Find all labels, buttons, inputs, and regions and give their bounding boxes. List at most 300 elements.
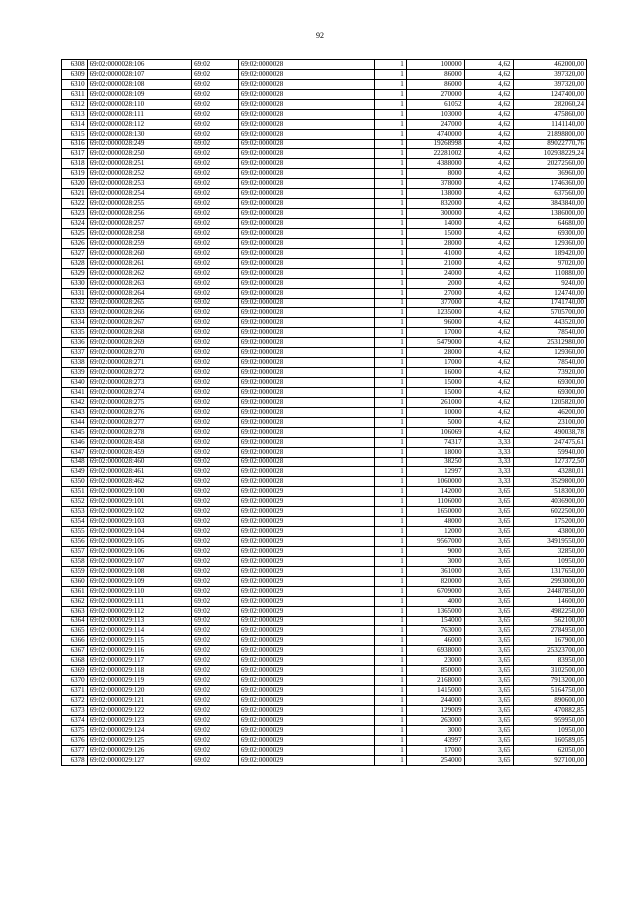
cadastral-value-cell: 397320,00 (513, 79, 586, 89)
count-cell: 1 (374, 686, 406, 696)
area-cell: 19268998 (406, 139, 464, 149)
table-row (62, 586, 587, 596)
district-code-cell: 69:02 (192, 487, 239, 497)
cadastral-number-cell: 69:02:0000029:122 (87, 705, 192, 715)
rate-cell: 3,33 (464, 447, 513, 457)
district-code-cell: 69:02 (192, 606, 239, 616)
cadastral-quarter-cell: 69:02:0000029 (238, 696, 374, 706)
area-cell: 48000 (406, 517, 464, 527)
cadastral-number-cell: 69:02:0000029:104 (87, 527, 192, 537)
table-row (62, 696, 587, 706)
cadastral-quarter-cell: 69:02:0000029 (238, 566, 374, 576)
table-row (62, 69, 587, 79)
cadastral-value-cell: 1141140,00 (513, 119, 586, 129)
cadastral-value-cell: 59940,00 (513, 447, 586, 457)
table-row (62, 745, 587, 755)
rate-cell: 4,62 (464, 60, 513, 70)
row-number-cell: 6350 (62, 477, 88, 487)
cadastral-value-cell: 64680,00 (513, 219, 586, 229)
table-row (62, 308, 587, 318)
cadastral-quarter-cell: 69:02:0000029 (238, 487, 374, 497)
rate-cell: 4,62 (464, 318, 513, 328)
rate-cell: 4,62 (464, 378, 513, 388)
count-cell: 1 (374, 477, 406, 487)
district-code-cell: 69:02 (192, 666, 239, 676)
cadastral-quarter-cell: 69:02:0000028 (238, 199, 374, 209)
cadastral-number-cell: 69:02:0000029:127 (87, 755, 192, 765)
cadastral-value-cell: 2784950,00 (513, 626, 586, 636)
rate-cell: 4,62 (464, 407, 513, 417)
cadastral-number-cell: 69:02:0000028:277 (87, 417, 192, 427)
area-cell: 300000 (406, 209, 464, 219)
area-cell: 46000 (406, 636, 464, 646)
cadastral-value-cell: 25323700,00 (513, 646, 586, 656)
count-cell: 1 (374, 99, 406, 109)
district-code-cell: 69:02 (192, 238, 239, 248)
count-cell: 1 (374, 576, 406, 586)
district-code-cell: 69:02 (192, 119, 239, 129)
district-code-cell: 69:02 (192, 397, 239, 407)
cadastral-value-cell: 69300,00 (513, 378, 586, 388)
cadastral-value-cell: 10950,00 (513, 725, 586, 735)
rate-cell: 4,62 (464, 238, 513, 248)
area-cell: 38250 (406, 457, 464, 467)
rate-cell: 4,62 (464, 328, 513, 338)
row-number-cell: 6378 (62, 755, 88, 765)
cadastral-number-cell: 69:02:0000029:115 (87, 636, 192, 646)
cadastral-value-cell: 475860,00 (513, 109, 586, 119)
cadastral-value-cell: 25312980,00 (513, 338, 586, 348)
table-row (62, 457, 587, 467)
table-row (62, 407, 587, 417)
count-cell: 1 (374, 586, 406, 596)
cadastral-number-cell: 69:02:0000028:276 (87, 407, 192, 417)
rate-cell: 3,65 (464, 646, 513, 656)
cadastral-number-cell: 69:02:0000029:116 (87, 646, 192, 656)
area-cell: 244000 (406, 696, 464, 706)
row-number-cell: 6308 (62, 60, 88, 70)
cadastral-value-cell: 36960,00 (513, 169, 586, 179)
cadastral-value-cell: 9240,00 (513, 278, 586, 288)
rate-cell: 4,62 (464, 258, 513, 268)
cadastral-number-cell: 69:02:0000028:278 (87, 427, 192, 437)
cadastral-value-cell: 69300,00 (513, 387, 586, 397)
cadastral-quarter-cell: 69:02:0000028 (238, 387, 374, 397)
table-row (62, 636, 587, 646)
table-row (62, 338, 587, 348)
row-number-cell: 6317 (62, 149, 88, 159)
rate-cell: 4,62 (464, 338, 513, 348)
district-code-cell: 69:02 (192, 566, 239, 576)
cadastral-value-cell: 97020,00 (513, 258, 586, 268)
cadastral-quarter-cell: 69:02:0000028 (238, 149, 374, 159)
row-number-cell: 6322 (62, 199, 88, 209)
area-cell: 1106000 (406, 497, 464, 507)
rate-cell: 4,62 (464, 99, 513, 109)
table-row (62, 228, 587, 238)
cadastral-number-cell: 69:02:0000028:130 (87, 129, 192, 139)
row-number-cell: 6312 (62, 99, 88, 109)
cadastral-number-cell: 69:02:0000028:106 (87, 60, 192, 70)
cadastral-number-cell: 69:02:0000029:100 (87, 487, 192, 497)
rate-cell: 3,65 (464, 686, 513, 696)
area-cell: 270000 (406, 89, 464, 99)
area-cell: 1365000 (406, 606, 464, 616)
area-cell: 154000 (406, 616, 464, 626)
table-row (62, 248, 587, 258)
area-cell: 74317 (406, 437, 464, 447)
cadastral-value-cell: 3102500,00 (513, 666, 586, 676)
cadastral-value-cell: 24487850,00 (513, 586, 586, 596)
district-code-cell: 69:02 (192, 69, 239, 79)
area-cell: 142000 (406, 487, 464, 497)
cadastral-value-cell: 3529800,00 (513, 477, 586, 487)
table-row (62, 606, 587, 616)
table-row (62, 666, 587, 676)
cadastral-quarter-cell: 69:02:0000029 (238, 735, 374, 745)
cadastral-value-cell: 10950,00 (513, 556, 586, 566)
row-number-cell: 6321 (62, 189, 88, 199)
cadastral-number-cell: 69:02:0000028:112 (87, 119, 192, 129)
row-number-cell: 6367 (62, 646, 88, 656)
area-cell: 15000 (406, 228, 464, 238)
cadastral-quarter-cell: 69:02:0000028 (238, 268, 374, 278)
district-code-cell: 69:02 (192, 387, 239, 397)
count-cell: 1 (374, 676, 406, 686)
cadastral-quarter-cell: 69:02:0000029 (238, 715, 374, 725)
table-row (62, 179, 587, 189)
area-cell: 4000 (406, 596, 464, 606)
row-number-cell: 6316 (62, 139, 88, 149)
table-row (62, 596, 587, 606)
cadastral-number-cell: 69:02:0000029:108 (87, 566, 192, 576)
row-number-cell: 6354 (62, 517, 88, 527)
row-number-cell: 6333 (62, 308, 88, 318)
district-code-cell: 69:02 (192, 457, 239, 467)
table-row (62, 149, 587, 159)
cadastral-number-cell: 69:02:0000028:262 (87, 268, 192, 278)
rate-cell: 4,62 (464, 298, 513, 308)
area-cell: 5000 (406, 417, 464, 427)
cadastral-quarter-cell: 69:02:0000028 (238, 119, 374, 129)
cadastral-quarter-cell: 69:02:0000029 (238, 676, 374, 686)
cadastral-number-cell: 69:02:0000029:119 (87, 676, 192, 686)
row-number-cell: 6323 (62, 209, 88, 219)
district-code-cell: 69:02 (192, 219, 239, 229)
cadastral-quarter-cell: 69:02:0000028 (238, 338, 374, 348)
count-cell: 1 (374, 238, 406, 248)
rate-cell: 4,62 (464, 119, 513, 129)
cadastral-value-cell: 167900,00 (513, 636, 586, 646)
area-cell: 4740000 (406, 129, 464, 139)
row-number-cell: 6315 (62, 129, 88, 139)
cadastral-number-cell: 69:02:0000028:460 (87, 457, 192, 467)
cadastral-value-cell: 5164750,00 (513, 686, 586, 696)
row-number-cell: 6364 (62, 616, 88, 626)
district-code-cell: 69:02 (192, 546, 239, 556)
area-cell: 17000 (406, 745, 464, 755)
area-cell: 23000 (406, 656, 464, 666)
cadastral-value-cell: 62050,00 (513, 745, 586, 755)
district-code-cell: 69:02 (192, 288, 239, 298)
table-row (62, 189, 587, 199)
rate-cell: 3,65 (464, 616, 513, 626)
cadastral-quarter-cell: 69:02:0000029 (238, 546, 374, 556)
cadastral-value-cell: 46200,00 (513, 407, 586, 417)
cadastral-number-cell: 69:02:0000029:106 (87, 546, 192, 556)
row-number-cell: 6340 (62, 378, 88, 388)
cadastral-quarter-cell: 69:02:0000029 (238, 755, 374, 765)
rate-cell: 3,65 (464, 586, 513, 596)
cadastral-value-cell: 518300,00 (513, 487, 586, 497)
count-cell: 1 (374, 457, 406, 467)
row-number-cell: 6313 (62, 109, 88, 119)
cadastral-quarter-cell: 69:02:0000028 (238, 318, 374, 328)
cadastral-value-cell: 462000,00 (513, 60, 586, 70)
district-code-cell: 69:02 (192, 179, 239, 189)
row-number-cell: 6311 (62, 89, 88, 99)
row-number-cell: 6374 (62, 715, 88, 725)
cadastral-quarter-cell: 69:02:0000029 (238, 517, 374, 527)
district-code-cell: 69:02 (192, 149, 239, 159)
row-number-cell: 6342 (62, 397, 88, 407)
cadastral-number-cell: 69:02:0000029:103 (87, 517, 192, 527)
cadastral-quarter-cell: 69:02:0000029 (238, 745, 374, 755)
cadastral-number-cell: 69:02:0000029:113 (87, 616, 192, 626)
district-code-cell: 69:02 (192, 586, 239, 596)
count-cell: 1 (374, 268, 406, 278)
cadastral-value-cell: 23100,00 (513, 417, 586, 427)
cadastral-quarter-cell: 69:02:0000029 (238, 507, 374, 517)
area-cell: 261000 (406, 397, 464, 407)
cadastral-quarter-cell: 69:02:0000028 (238, 109, 374, 119)
count-cell: 1 (374, 497, 406, 507)
rate-cell: 3,65 (464, 507, 513, 517)
table-row (62, 368, 587, 378)
rate-cell: 3,65 (464, 487, 513, 497)
cadastral-quarter-cell: 69:02:0000028 (238, 308, 374, 318)
cadastral-number-cell: 69:02:0000028:110 (87, 99, 192, 109)
table-row (62, 159, 587, 169)
table-row (62, 298, 587, 308)
table-row (62, 238, 587, 248)
table-row (62, 437, 587, 447)
area-cell: 14000 (406, 219, 464, 229)
count-cell: 1 (374, 715, 406, 725)
table-row (62, 487, 587, 497)
rate-cell: 4,62 (464, 358, 513, 368)
cadastral-number-cell: 69:02:0000028:256 (87, 209, 192, 219)
count-cell: 1 (374, 606, 406, 616)
cadastral-value-cell: 1741740,00 (513, 298, 586, 308)
row-number-cell: 6339 (62, 368, 88, 378)
page-number: 92 (316, 31, 324, 40)
cadastral-quarter-cell: 69:02:0000028 (238, 69, 374, 79)
count-cell: 1 (374, 596, 406, 606)
rate-cell: 4,62 (464, 209, 513, 219)
row-number-cell: 6369 (62, 666, 88, 676)
table-row (62, 755, 587, 765)
count-cell: 1 (374, 636, 406, 646)
table-row (62, 507, 587, 517)
count-cell: 1 (374, 417, 406, 427)
cadastral-number-cell: 69:02:0000029:114 (87, 626, 192, 636)
table-row (62, 387, 587, 397)
register-table-body (62, 60, 587, 766)
district-code-cell: 69:02 (192, 556, 239, 566)
cadastral-value-cell: 43800,00 (513, 527, 586, 537)
cadastral-number-cell: 69:02:0000029:110 (87, 586, 192, 596)
cadastral-number-cell: 69:02:0000028:107 (87, 69, 192, 79)
cadastral-value-cell: 282060,24 (513, 99, 586, 109)
rate-cell: 4,62 (464, 268, 513, 278)
cadastral-value-cell: 83950,00 (513, 656, 586, 666)
rate-cell: 3,65 (464, 497, 513, 507)
count-cell: 1 (374, 527, 406, 537)
count-cell: 1 (374, 537, 406, 547)
cadastral-quarter-cell: 69:02:0000029 (238, 666, 374, 676)
cadastral-quarter-cell: 69:02:0000028 (238, 457, 374, 467)
cadastral-number-cell: 69:02:0000029:121 (87, 696, 192, 706)
row-number-cell: 6362 (62, 596, 88, 606)
cadastral-value-cell: 78540,00 (513, 358, 586, 368)
count-cell: 1 (374, 447, 406, 457)
cadastral-number-cell: 69:02:0000028:266 (87, 308, 192, 318)
cadastral-value-cell: 189420,00 (513, 248, 586, 258)
district-code-cell: 69:02 (192, 467, 239, 477)
count-cell: 1 (374, 626, 406, 636)
cadastral-value-cell: 637560,00 (513, 189, 586, 199)
row-number-cell: 6325 (62, 228, 88, 238)
area-cell: 17000 (406, 358, 464, 368)
area-cell: 361000 (406, 566, 464, 576)
cadastral-number-cell: 69:02:0000029:111 (87, 596, 192, 606)
row-number-cell: 6376 (62, 735, 88, 745)
area-cell: 247000 (406, 119, 464, 129)
cadastral-value-cell: 959950,00 (513, 715, 586, 725)
row-number-cell: 6343 (62, 407, 88, 417)
row-number-cell: 6320 (62, 179, 88, 189)
row-number-cell: 6355 (62, 527, 88, 537)
area-cell: 377000 (406, 298, 464, 308)
count-cell: 1 (374, 328, 406, 338)
table-row (62, 199, 587, 209)
cadastral-number-cell: 69:02:0000028:258 (87, 228, 192, 238)
district-code-cell: 69:02 (192, 745, 239, 755)
cadastral-number-cell: 69:02:0000028:260 (87, 248, 192, 258)
count-cell: 1 (374, 298, 406, 308)
row-number-cell: 6319 (62, 169, 88, 179)
district-code-cell: 69:02 (192, 258, 239, 268)
count-cell: 1 (374, 368, 406, 378)
table-row (62, 735, 587, 745)
cadastral-quarter-cell: 69:02:0000028 (238, 219, 374, 229)
rate-cell: 3,65 (464, 537, 513, 547)
district-code-cell: 69:02 (192, 308, 239, 318)
table-row (62, 278, 587, 288)
area-cell: 1415000 (406, 686, 464, 696)
district-code-cell: 69:02 (192, 537, 239, 547)
cadastral-quarter-cell: 69:02:0000028 (238, 477, 374, 487)
table-row (62, 427, 587, 437)
cadastral-value-cell: 470882,85 (513, 705, 586, 715)
rate-cell: 3,65 (464, 676, 513, 686)
district-code-cell: 69:02 (192, 79, 239, 89)
rate-cell: 3,65 (464, 527, 513, 537)
row-number-cell: 6310 (62, 79, 88, 89)
rate-cell: 4,62 (464, 179, 513, 189)
table-row (62, 686, 587, 696)
rate-cell: 4,62 (464, 288, 513, 298)
cadastral-number-cell: 69:02:0000028:275 (87, 397, 192, 407)
rate-cell: 4,62 (464, 159, 513, 169)
row-number-cell: 6351 (62, 487, 88, 497)
land-register-table (61, 59, 587, 766)
row-number-cell: 6358 (62, 556, 88, 566)
count-cell: 1 (374, 725, 406, 735)
area-cell: 9567000 (406, 537, 464, 547)
table-row (62, 477, 587, 487)
area-cell: 86000 (406, 79, 464, 89)
cadastral-quarter-cell: 69:02:0000028 (238, 328, 374, 338)
district-code-cell: 69:02 (192, 378, 239, 388)
area-cell: 1650000 (406, 507, 464, 517)
cadastral-number-cell: 69:02:0000028:269 (87, 338, 192, 348)
rate-cell: 4,62 (464, 199, 513, 209)
row-number-cell: 6366 (62, 636, 88, 646)
cadastral-quarter-cell: 69:02:0000028 (238, 368, 374, 378)
table-row (62, 358, 587, 368)
area-cell: 12997 (406, 467, 464, 477)
area-cell: 12000 (406, 527, 464, 537)
district-code-cell: 69:02 (192, 268, 239, 278)
row-number-cell: 6359 (62, 566, 88, 576)
district-code-cell: 69:02 (192, 576, 239, 586)
rate-cell: 3,65 (464, 696, 513, 706)
cadastral-value-cell: 1205820,00 (513, 397, 586, 407)
district-code-cell: 69:02 (192, 656, 239, 666)
cadastral-quarter-cell: 69:02:0000029 (238, 497, 374, 507)
cadastral-quarter-cell: 69:02:0000028 (238, 358, 374, 368)
cadastral-quarter-cell: 69:02:0000029 (238, 606, 374, 616)
district-code-cell: 69:02 (192, 189, 239, 199)
cadastral-quarter-cell: 69:02:0000028 (238, 278, 374, 288)
district-code-cell: 69:02 (192, 328, 239, 338)
cadastral-quarter-cell: 69:02:0000028 (238, 298, 374, 308)
cadastral-number-cell: 69:02:0000028:254 (87, 189, 192, 199)
cadastral-value-cell: 34919550,00 (513, 537, 586, 547)
count-cell: 1 (374, 397, 406, 407)
rate-cell: 4,62 (464, 228, 513, 238)
cadastral-quarter-cell: 69:02:0000028 (238, 238, 374, 248)
cadastral-quarter-cell: 69:02:0000028 (238, 60, 374, 70)
count-cell: 1 (374, 387, 406, 397)
table-row (62, 288, 587, 298)
count-cell: 1 (374, 89, 406, 99)
row-number-cell: 6329 (62, 268, 88, 278)
count-cell: 1 (374, 258, 406, 268)
cadastral-quarter-cell: 69:02:0000029 (238, 556, 374, 566)
cadastral-quarter-cell: 69:02:0000028 (238, 248, 374, 258)
area-cell: 2000 (406, 278, 464, 288)
cadastral-value-cell: 4982250,00 (513, 606, 586, 616)
cadastral-number-cell: 69:02:0000029:107 (87, 556, 192, 566)
area-cell: 100000 (406, 60, 464, 70)
rate-cell: 3,65 (464, 566, 513, 576)
district-code-cell: 69:02 (192, 248, 239, 258)
rate-cell: 4,62 (464, 69, 513, 79)
table-row (62, 676, 587, 686)
